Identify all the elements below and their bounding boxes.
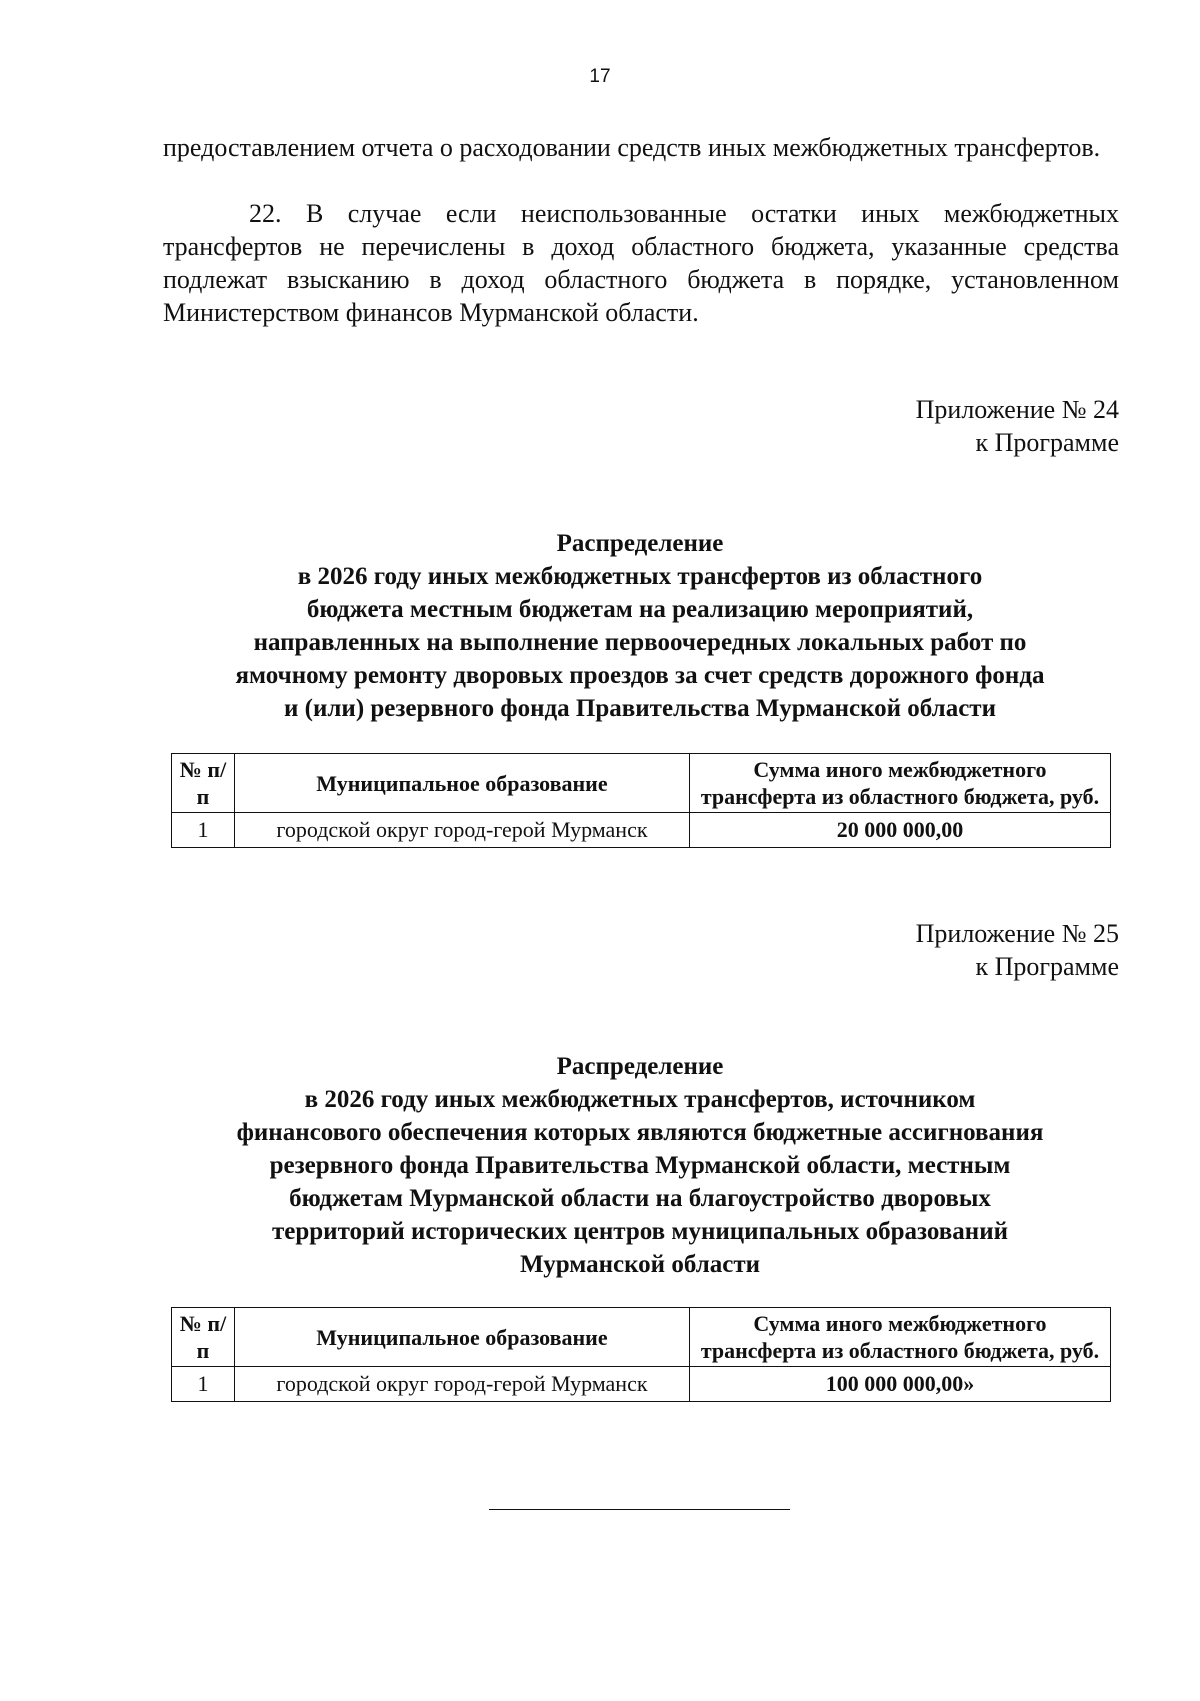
title-line: финансового обеспечения которых являются бюджетные ассигнования — [236, 1119, 1044, 1146]
appendix-number: Приложение № 25 — [915, 919, 1119, 948]
column-header-number: № п/п — [172, 754, 235, 813]
title-line: ямочному ремонту дворовых проездов за счет средств дорожного фонда — [235, 662, 1045, 689]
cell-number: 1 — [172, 1367, 235, 1402]
paragraph-continuation — [163, 131, 1119, 164]
cell-amount: 100 000 000,00» — [689, 1367, 1110, 1402]
cell-municipality: городской округ город-герой Мурманск — [234, 1367, 689, 1402]
table-row — [172, 813, 1111, 848]
title-line: Мурманской области — [519, 1251, 761, 1278]
cell-municipality: городской округ город-герой Мурманск — [234, 813, 689, 848]
appendix-24-table — [171, 753, 1111, 848]
appendix-25-title — [160, 1050, 1120, 1281]
title-line: территорий исторических центров муниципальных образований — [271, 1218, 1009, 1245]
paragraph-22 — [163, 197, 1119, 329]
title-line: направленных на выполнение первоочередных локальных работ по — [253, 629, 1027, 656]
table-row — [172, 1367, 1111, 1402]
title-line: в 2026 году иных межбюджетных трансфертов, источником — [304, 1086, 976, 1113]
appendix-24-title — [160, 527, 1120, 725]
page-number: 17 — [589, 66, 611, 87]
title-line: в 2026 году иных межбюджетных трансфертов из областного — [297, 563, 983, 590]
end-of-document-rule — [489, 1509, 790, 1510]
cell-number: 1 — [172, 813, 235, 848]
title-heading: Распределение — [556, 530, 724, 557]
column-header-amount: Сумма иного межбюджетного трансферта из областного бюджета, руб. — [689, 1308, 1110, 1367]
title-line: бюджетам Мурманской области на благоустройство дворовых — [289, 1185, 991, 1212]
title-line: и (или) резервного фонда Правительства Мурманской области — [284, 695, 996, 722]
title-heading: Распределение — [556, 1053, 724, 1080]
column-header-amount: Сумма иного межбюджетного трансферта из областного бюджета, руб. — [689, 754, 1110, 813]
appendix-reference: к Программе — [975, 952, 1119, 981]
table-header-row — [172, 754, 1111, 813]
table-header-row — [172, 1308, 1111, 1367]
title-line: бюджета местным бюджетам на реализацию мероприятий, — [306, 596, 974, 623]
column-header-number: № п/п — [172, 1308, 235, 1367]
title-line: резервного фонда Правительства Мурманской области, местным — [269, 1152, 1011, 1179]
column-header-municipality: Муниципальное образование — [234, 1308, 689, 1367]
cell-amount: 20 000 000,00 — [689, 813, 1110, 848]
paragraph-text: предоставлением отчета о расходовании средств иных межбюджетных трансфертов. — [163, 133, 1101, 162]
appendix-25-label — [719, 917, 1119, 983]
appendix-24-label — [719, 393, 1119, 459]
appendix-number: Приложение № 24 — [915, 395, 1119, 424]
appendix-25-table — [171, 1307, 1111, 1402]
appendix-reference: к Программе — [975, 428, 1119, 457]
column-header-municipality: Муниципальное образование — [234, 754, 689, 813]
paragraph-text: 22. В случае если неиспользованные остатки иных межбюджетных трансфертов не перечислены в доход областного бюджета, указанные средства подлежат взысканию в доход областного бюджета в порядке, установленном Министерством финансов Мурманской области. — [163, 199, 1119, 327]
